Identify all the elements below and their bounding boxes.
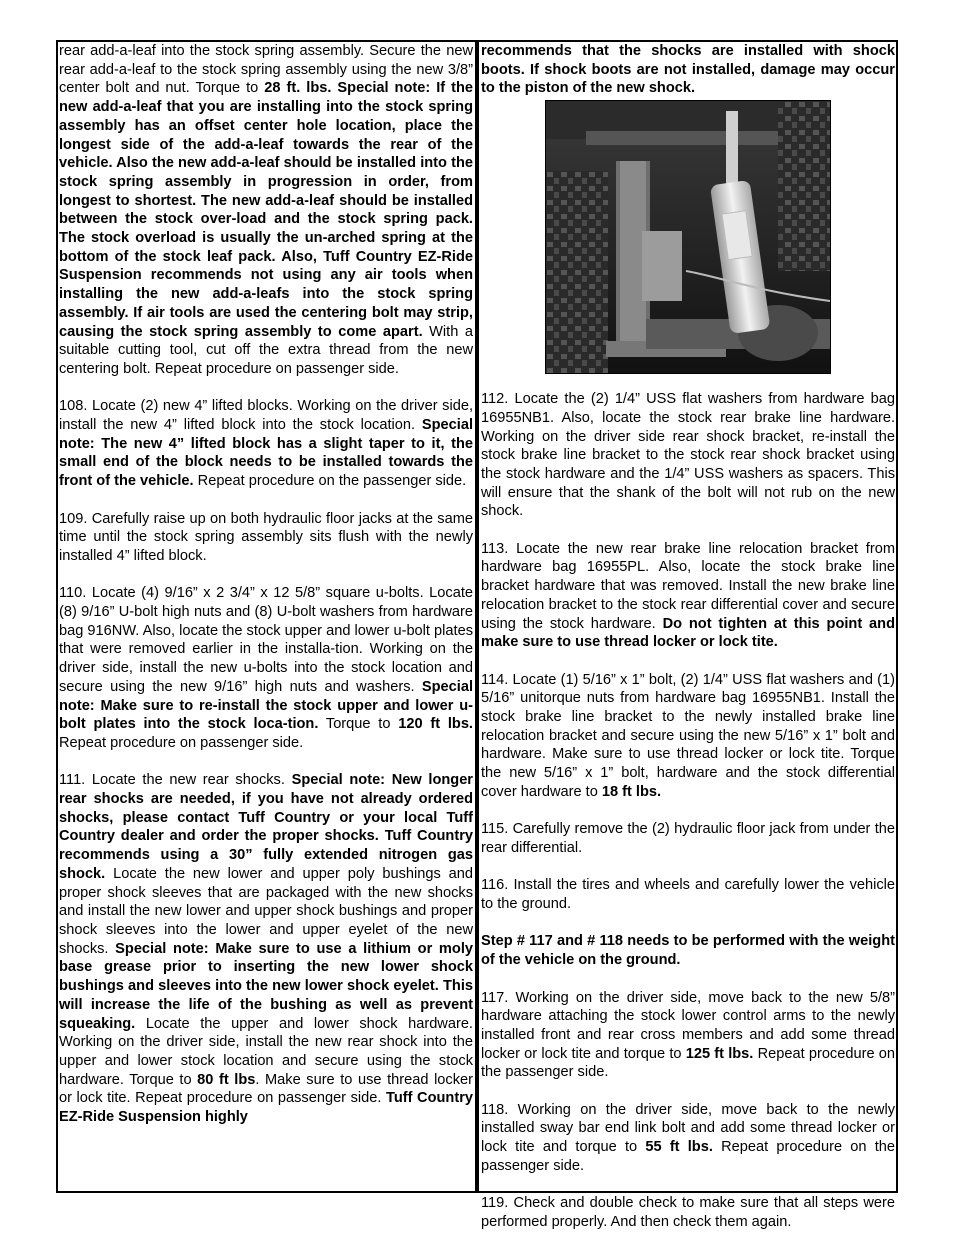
rear-shock-photo — [545, 100, 831, 374]
paragraph-119 — [481, 1194, 895, 1231]
text-run: rear add-a-leaf into the stock spring assembly. Secure the new rear add-a-leaf to the stock spring assembly using the new 3/8” center bolt and nut. Torque to — [59, 43, 473, 97]
paragraph-113 — [481, 540, 895, 652]
bold-text-run: Tuff Country EZ-Ride Suspension highly — [59, 1090, 473, 1126]
bold-text-run: recommends that the shocks are installed with shock boots. If shock boots are not installed, damage may occur to the piston of the new shock. — [481, 43, 895, 97]
paragraph-107-continued — [59, 42, 473, 379]
paragraph-110 — [59, 584, 473, 752]
text-run: Repeat procedure on the passenger side. — [481, 1139, 896, 1174]
text-run: Torque to — [318, 716, 399, 733]
paragraph-111 — [59, 771, 473, 1126]
text-run: 108. Locate (2) new 4” lifted blocks. Working on the driver side, install the new 4” lifted block into the stock location. — [59, 398, 473, 434]
bold-text-run: 80 ft lbs — [197, 1071, 256, 1088]
paragraph-117 — [481, 989, 895, 1083]
text-run: With a suitable cutting tool, cut off the extra thread from the new centering bolt. Repeat procedure on passenger side. — [59, 323, 473, 377]
bold-text-run: Do not tighten at this point and make sure to use thread locker or lock tite. — [481, 615, 895, 651]
text-run: 111. Locate the new rear shocks. — [59, 772, 292, 789]
bold-text-run: Special note: The new 4” lifted block has a slight taper to it, the small end of the block needs to be installed towards the front of the vehicle. — [59, 417, 473, 490]
text-run: 115. Carefully remove the (2) hydraulic floor jack from under the rear differential. — [481, 821, 895, 856]
text-run: 112. Locate the (2) 1/4” USS flat washers from hardware bag 16955NB1. Also, locate the stock rear brake line hardware. Working on the driver side rear shock bracket, re-install the stock brake line bracket to the stock rear shock bracket using the stock hardware and the 1/4” USS washers as spacers. This will ensure that the shank of the bolt will not rub on the new shock. — [481, 391, 895, 520]
bold-text-run: 28 ft. lbs. Special note: If the new add-a-leaf that you are installing into the stock spring assembly has an offset center hole location, place the longest side of the add-a-leaf towards the rear of the vehicle. Also the new add-a-leaf should be installed into the stock spring assembly in progression in order, from longest to shortest. The new add-a-leaf should be installed between the stock over-load and the stock spring pack. The stock overload is usually the un-arched spring at the bottom of the stock leaf pack. Also, Tuff Country EZ-Ride Suspension recommends not using any air tools when installing the new add-a-leafs into the stock spring assembly. If air tools are used the centering bolt may strip, causing the stock spring assembly to come apart. — [59, 80, 473, 340]
text-run: Locate the upper and lower shock hardware. Working on the driver side, install the new rear shock into the upper and lower stock location and secure using the stock hardware. Torque to — [59, 1015, 473, 1088]
bold-text-run: 18 ft lbs. — [601, 783, 662, 800]
bold-text-run: 120 ft lbs. — [398, 716, 473, 733]
text-run: Repeat procedure on the passenger side. — [193, 473, 467, 490]
bold-text-run: Special note: Make sure to re-install the stock upper and lower u-bolt plates into the stock loca-tion. — [59, 678, 473, 733]
text-run: 110. Locate (4) 9/16” x 2 3/4” x 12 5/8” square u-bolts. Locate (8) 9/16” U-bolt high nuts and (8) U-bolt washers from hardware bag 916NW. Also, locate the stock upper and lower u-bolt plates that were removed earlier in the installa-tion. Working on the driver side, install the new u-bolts into the stock location and secure using the new 9/16” high nuts and washers. — [59, 585, 473, 695]
bold-text-run: Special note: Make sure to use a lithium or moly base grease prior to inserting the new lower shock bushings and sleeves into the new lower shock eyelet. This will increase the life of the bushing as well as prevent squeaking. — [59, 940, 473, 1032]
right-column — [481, 42, 895, 1232]
left-column — [59, 42, 473, 1127]
text-run: . Make sure to use thread locker or lock tite. Repeat procedure on passenger side. — [59, 1071, 473, 1107]
bold-text-run: 125 ft lbs. — [685, 1045, 754, 1062]
paragraph-111-continued — [481, 42, 895, 98]
paragraph-116 — [481, 876, 895, 913]
step-note — [481, 932, 895, 969]
text-run: 119. Check and double check to make sure that all steps were performed properly. And then check them again. — [481, 1195, 895, 1230]
bold-text-run: Step # 117 and # 118 needs to be performed with the weight of the vehicle on the ground. — [481, 933, 895, 969]
paragraph-118 — [481, 1101, 895, 1176]
paragraph-108 — [59, 397, 473, 491]
paragraph-112 — [481, 390, 895, 521]
text-run: 116. Install the tires and wheels and carefully lower the vehicle to the ground. — [481, 877, 895, 913]
column-divider — [475, 40, 479, 1193]
paragraph-115 — [481, 820, 895, 857]
text-run: 114. Locate (1) 5/16” x 1” bolt, (2) 1/4” USS flat washers and (1) 5/16” unitorque nuts from hardware bag 16955NB1. Install the stock brake line bracket to the newly installed brake line relocation bracket and secure using the new 5/16” x 1” bolt and hardware. Make sure to use thread locker or lock tite. Torque the new 5/16” x 1” bolt, hardware and the stock differential cover hardware to — [481, 671, 895, 800]
text-run: Repeat procedure on passenger side. — [59, 734, 304, 751]
text-run: Repeat procedure on the passenger side. — [481, 1045, 896, 1081]
bold-text-run: 55 ft lbs. — [645, 1139, 713, 1156]
text-run: Locate the new lower and upper poly bushings and proper shock sleeves that are packaged with the new shocks and install the new lower and upper shock bushings and proper shock sleeves into the lower and upper eyelet of the new shocks. — [59, 865, 473, 957]
paragraph-109 — [59, 510, 473, 566]
text-run: 117. Working on the driver side, move back to the new 5/8” hardware attaching the stock lower control arms to the newly installed front and rear cross members and add some thread locker or lock tite and torque to — [481, 989, 895, 1062]
paragraph-114 — [481, 671, 895, 802]
bold-text-run: Special note: New longer rear shocks are needed, if you have not already ordered shocks, please contact Tuff Country or your local Tuff Country dealer and order the proper shocks. Tuff Country recommends using a 30” fully extended nitrogen gas shock. — [59, 772, 473, 882]
text-run: 109. Carefully raise up on both hydraulic floor jacks at the same time until the stock spring assembly sits flush with the newly installed 4” lifted block. — [59, 510, 473, 564]
text-run: 118. Working on the driver side, move back to the newly installed sway bar end link bolt and add some thread locker or lock tite and torque to — [481, 1101, 895, 1156]
text-run: 113. Locate the new rear brake line relocation bracket from hardware bag 16955PL. Also, locate the stock brake line bracket hardware that was removed. Install the new brake line relocation bracket to the stock rear differential cover and secure using the stock hardware. — [481, 540, 895, 632]
